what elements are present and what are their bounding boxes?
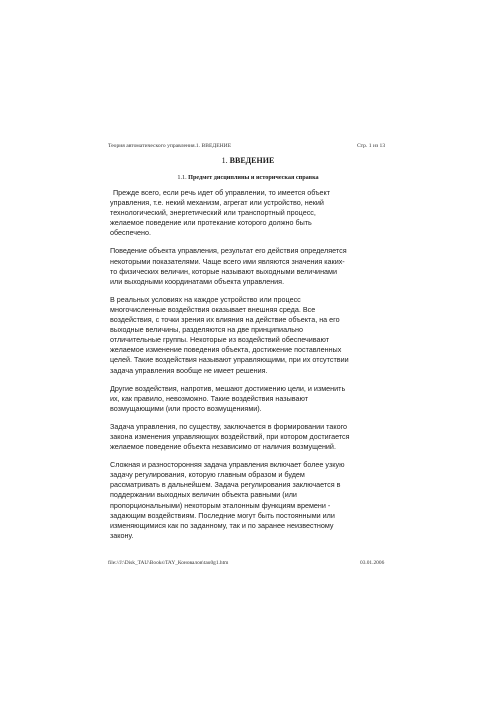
paragraph-line: желаемое поведение или протекание которого должно быть (110, 218, 312, 228)
paragraph-line: выходные величины, разделяются на две принципиально (110, 325, 303, 335)
paragraph-line: Поведение объекта управления, результат его действия определяется (110, 246, 347, 256)
paragraph-line: некоторыми показателями. Чаще всего ими являются значения каких- (110, 256, 345, 266)
page-header-title: Теория автоматического управления.1. ВВЕДЕНИЕ (108, 143, 232, 149)
paragraph-line: закону. (110, 530, 134, 540)
paragraph (110, 295, 382, 376)
paragraph-line: задающим воздействиям. Последние могут быть постоянными или (110, 510, 335, 520)
paragraph-line: Прежде всего, если речь идет об управлении, то имеется объект (113, 188, 331, 197)
paragraph-line: рассматривать в дальнейшем. Задача регулирования заключается в (110, 480, 341, 490)
chapter-title-text: ВВЕДЕНИЕ (229, 156, 275, 165)
page-footer-path: file://J:\Disk_TAU\Books\TAY_Коновалов\tau0g1.htm (108, 560, 229, 566)
paragraph (110, 188, 382, 238)
section-title (108, 174, 388, 181)
paragraph-line: возмущающими (или просто возмущениями). (110, 403, 262, 413)
paragraph-line: пропорциональными) некоторым эталонным функциям времени - (110, 500, 331, 510)
paragraph-line: задача управления вообще не имеет решения. (110, 365, 268, 375)
paragraph-line: задачу регулирования, которую главным образом и будем (110, 470, 305, 480)
paragraph (110, 460, 382, 541)
paragraph-line: технологический, энергетический или транспортный процесс, (110, 208, 316, 218)
paragraph (110, 246, 382, 286)
paragraph (110, 384, 382, 414)
chapter-title (108, 156, 388, 165)
body-text (110, 188, 382, 549)
paragraph (110, 422, 382, 452)
paragraph-line: Сложная и разносторонняя задача управления включает более узкую (110, 460, 345, 470)
chapter-number: 1. (221, 156, 228, 165)
section-number: 1.1. (177, 174, 187, 181)
paragraph-line: то физических величин, которые называют выходными величинами (110, 266, 337, 276)
paragraph-line: обеспечено. (110, 228, 151, 238)
paragraph-line: целей. Такие воздействия называют управляющими, при их отсутствии (110, 355, 349, 365)
paragraph-line: В реальных условиях на каждое устройство или процесс (110, 294, 301, 304)
page-footer-date: 03.01.2006 (360, 560, 385, 566)
paragraph-line: отличительные группы. Некоторые из воздействий обеспечивают (110, 335, 330, 345)
paragraph-line: поддержании выходных величин объекта равными (или (110, 490, 297, 500)
paragraph-line: изменяющимися как по заданному, так и по заранее неизвестному (110, 520, 334, 530)
paragraph-line: или выходными координатами объекта управления. (110, 276, 285, 286)
page-header-page-number: Стр. 1 из 13 (357, 143, 386, 149)
paragraph-line: Другие воздействия, напротив, мешают достижению цели, и изменить (110, 383, 346, 393)
paragraph-line: многочисленные воздействия оказывает внешняя среда. Все (110, 304, 316, 314)
paragraph-line: управления, т.е. некий механизм, агрегат или устройство, некий (110, 198, 324, 208)
paragraph-line: желаемое изменение поведения объекта, достижение поставленных (110, 345, 342, 355)
paragraph-line: воздействия, с точки зрения их влияния на действие объекта, на его (110, 315, 340, 325)
paragraph-line: закона изменения управляющих воздействий, при котором достигается (110, 431, 350, 441)
section-title-text: Предмет дисциплины и историческая справка (188, 174, 319, 181)
paragraph-line: желаемое поведение объекта независимо от наличия возмущений. (110, 442, 336, 452)
paragraph-line: Задача управления, по существу, заключается в формировании такого (110, 421, 348, 431)
paragraph-line: их, как правило, невозможно. Такие воздействия называют (110, 393, 309, 403)
